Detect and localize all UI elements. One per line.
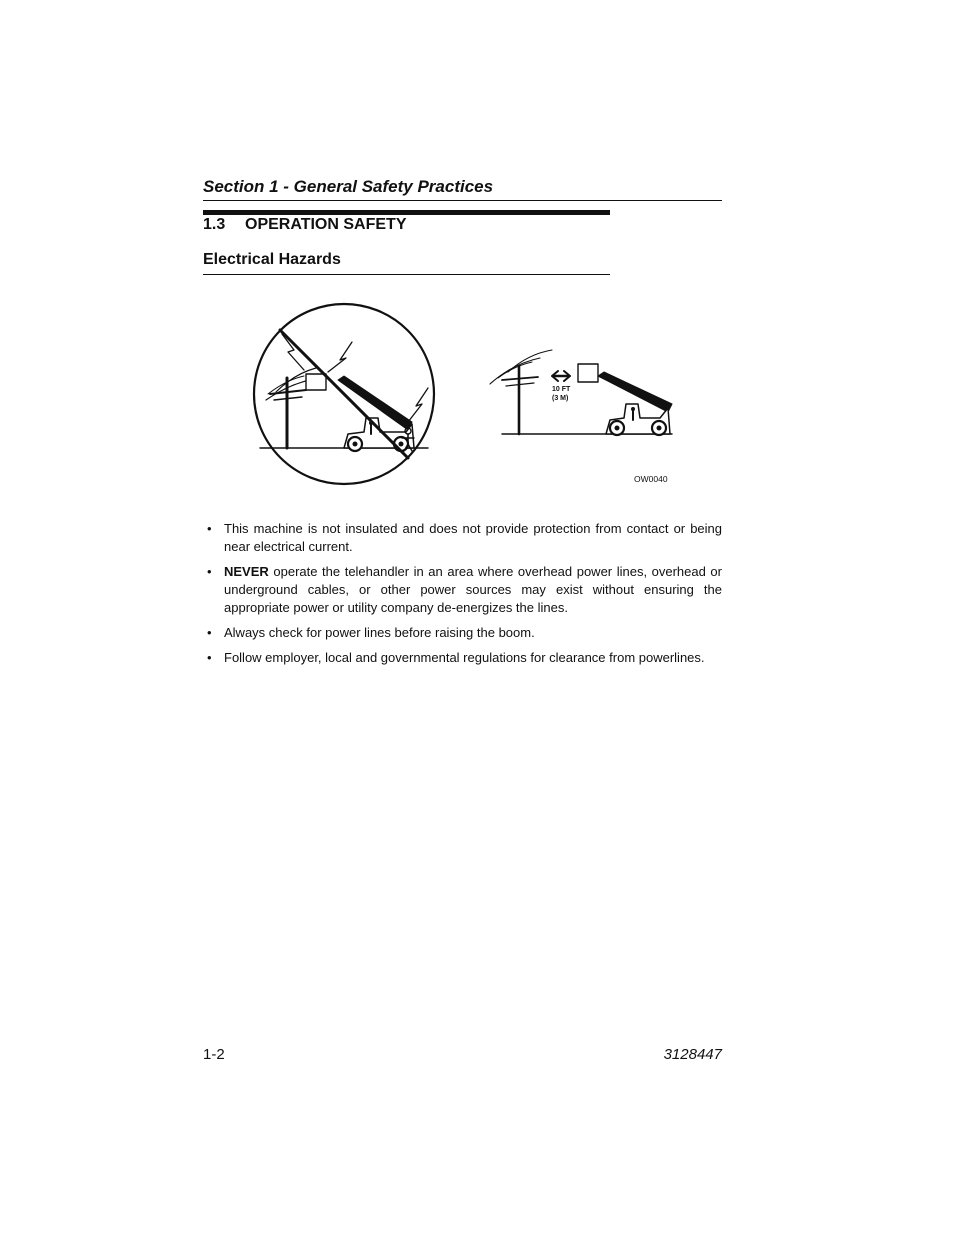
section-heading <box>203 214 407 236</box>
bullet-text: Follow employer, local and governmental regulations for clearance from powerlines. <box>224 650 705 665</box>
bullet-icon: • <box>207 521 212 536</box>
section-header: Section 1 - General Safety Practices <box>203 177 494 196</box>
list-item <box>203 624 722 642</box>
page-number: 1-2 <box>203 1046 225 1063</box>
bullet-text: Always check for power lines before raising the boom. <box>224 625 535 640</box>
safety-bullet-list <box>203 520 722 674</box>
document-number: 3128447 <box>663 1046 722 1063</box>
figure-id: OW0040 <box>634 474 668 484</box>
prohibited-sign-icon <box>254 304 434 484</box>
section-header-rule <box>203 200 722 201</box>
clearance-label-m: (3 M) <box>552 395 569 402</box>
clearance-label-ft: 10 FT <box>552 386 571 393</box>
bullet-text: This machine is not insulated and does not provide protection from contact or being near electrical current. <box>224 521 722 554</box>
telehandler-icon <box>490 350 672 435</box>
list-item <box>203 649 722 667</box>
bullet-icon: • <box>207 650 212 665</box>
bullet-icon: • <box>207 564 212 579</box>
bullet-icon: • <box>207 625 212 640</box>
electrical-hazards-figure <box>240 298 690 490</box>
list-item <box>203 520 722 556</box>
bullet-lead: NEVER <box>224 564 269 579</box>
section-heading-number: 1.3 <box>203 216 226 233</box>
section-heading-title: OPERATION SAFETY <box>245 216 407 233</box>
subsection-rule <box>203 274 610 275</box>
bullet-text: operate the telehandler in an area where overhead power lines, overhead or underground cables, or other power sources may exist without ensuring the appropriate power or utility company de-energizes the lines. <box>224 564 722 615</box>
subsection-heading: Electrical Hazards <box>203 251 341 268</box>
list-item <box>203 563 722 617</box>
